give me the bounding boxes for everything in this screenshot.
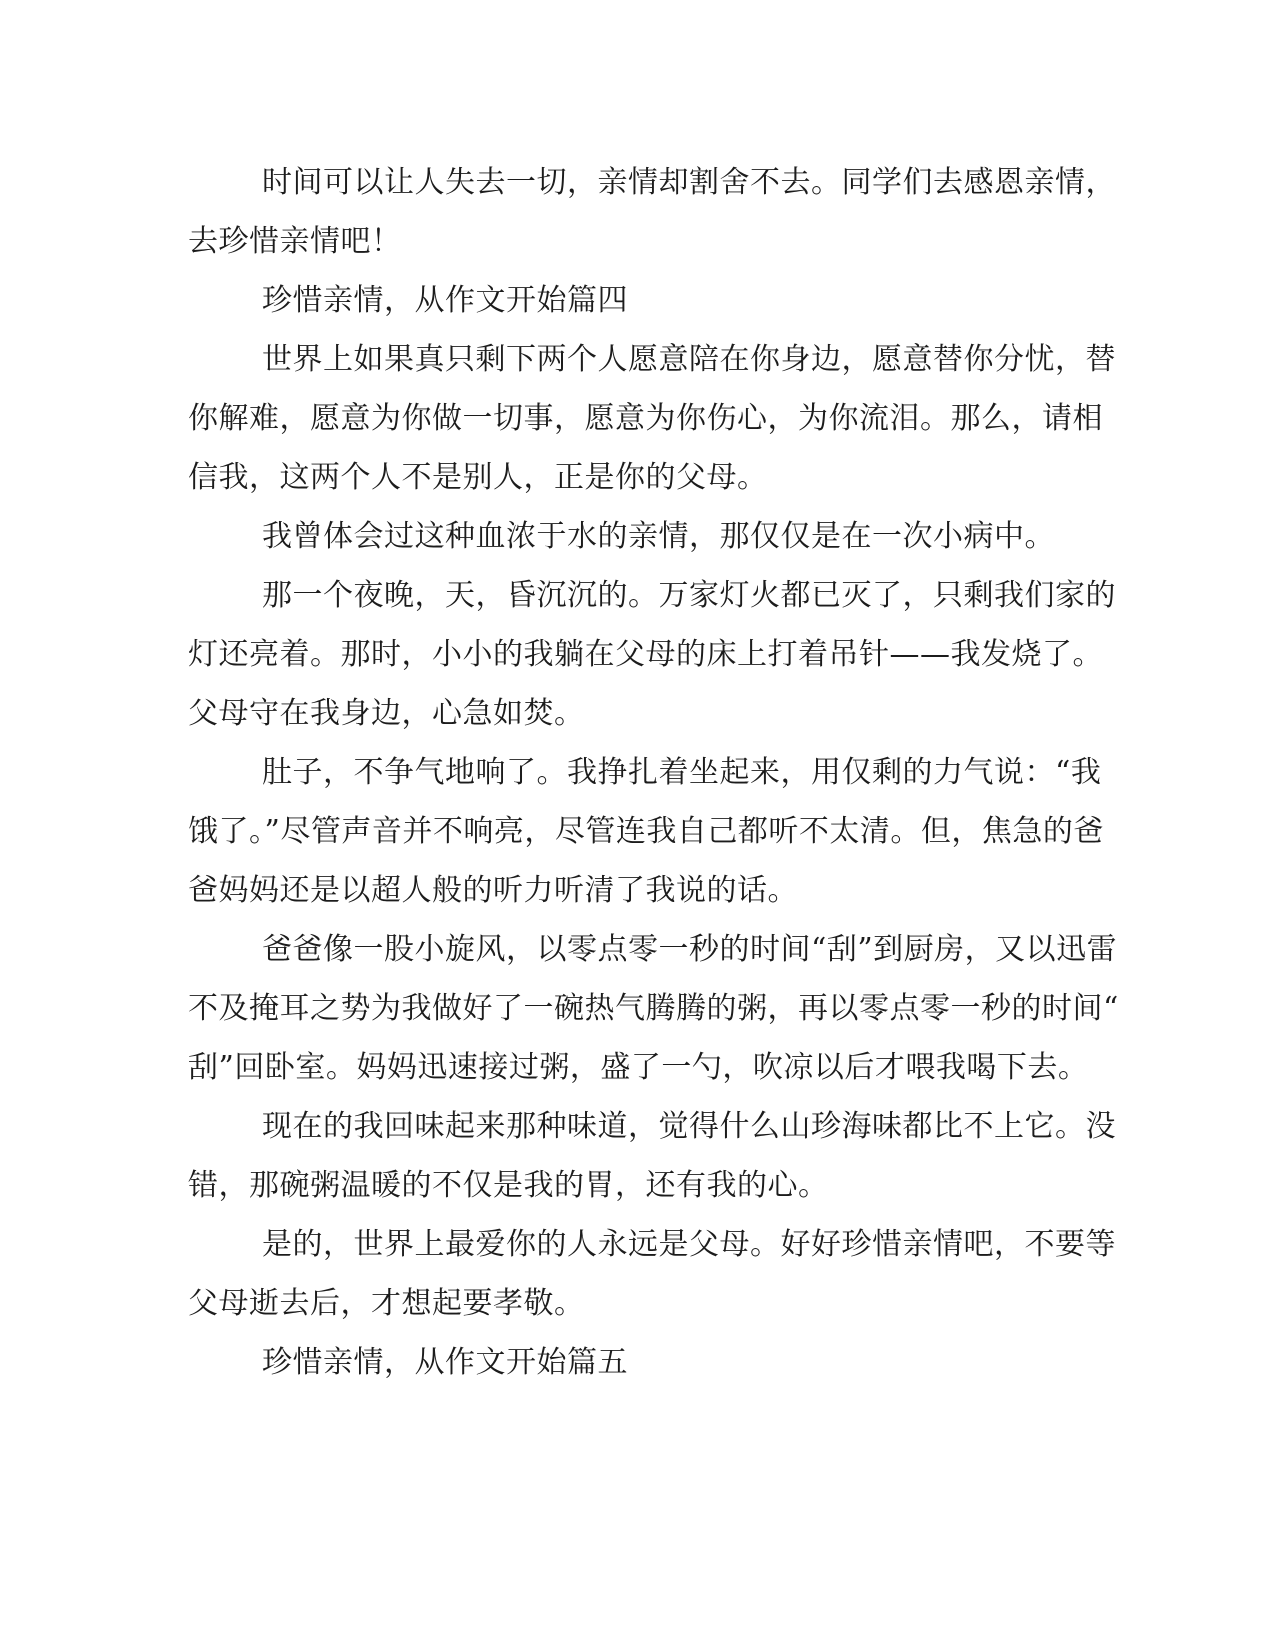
paragraph-line: 现在的我回味起来那种味道，觉得什么山珍海味都比不上它。没 <box>262 1109 1116 1144</box>
paragraph-line: 爸爸像一股小旋风，以零点零一秒的时间“刮”到厨房，又以迅雷 <box>262 932 1118 967</box>
paragraph-line: 不及掩耳之势为我做好了一碗热气腾腾的粥，再以零点零一秒的时间“ <box>188 991 1119 1026</box>
paragraph-line: 世界上如果真只剩下两个人愿意陪在你身边，愿意替你分忧，替 <box>262 342 1116 377</box>
paragraph-line: 时间可以让人失去一切，亲情却割舍不去。同学们去感恩亲情， <box>262 165 1116 200</box>
paragraph-line: 信我，这两个人不是别人，正是你的父母。 <box>188 460 768 495</box>
section-heading: 珍惜亲情，从作文开始篇四 <box>262 283 628 318</box>
paragraph-line: 灯还亮着。那时，小小的我躺在父母的床上打着吊针——我发烧了。 <box>188 637 1103 672</box>
paragraph-line: 去珍惜亲情吧！ <box>188 224 402 259</box>
paragraph-line: 肚子，不争气地响了。我挣扎着坐起来，用仅剩的力气说：“我 <box>262 755 1102 790</box>
paragraph-line: 我曾体会过这种血浓于水的亲情，那仅仅是在一次小病中。 <box>262 519 1055 554</box>
section-heading: 珍惜亲情，从作文开始篇五 <box>262 1345 628 1380</box>
paragraph-line: 父母逝去后，才想起要孝敬。 <box>188 1286 585 1321</box>
paragraph-line: 饿了。”尽管声音并不响亮，尽管连我自己都听不太清。但，焦急的爸 <box>188 814 1104 849</box>
paragraph-line: 刮”回卧室。妈妈迅速接过粥，盛了一勺，吹凉以后才喂我喝下去。 <box>188 1050 1089 1085</box>
paragraph-line: 那一个夜晚，天，昏沉沉的。万家灯火都已灭了，只剩我们家的 <box>262 578 1116 613</box>
paragraph-line: 是的，世界上最爱你的人永远是父母。好好珍惜亲情吧，不要等 <box>262 1227 1116 1262</box>
paragraph-line: 错，那碗粥温暖的不仅是我的胃，还有我的心。 <box>188 1168 829 1203</box>
paragraph-line: 爸妈妈还是以超人般的听力听清了我说的话。 <box>188 873 798 908</box>
paragraph-line: 你解难，愿意为你做一切事，愿意为你伤心，为你流泪。那么，请相 <box>188 401 1103 436</box>
paragraph-line: 父母守在我身边，心急如焚。 <box>188 696 585 731</box>
